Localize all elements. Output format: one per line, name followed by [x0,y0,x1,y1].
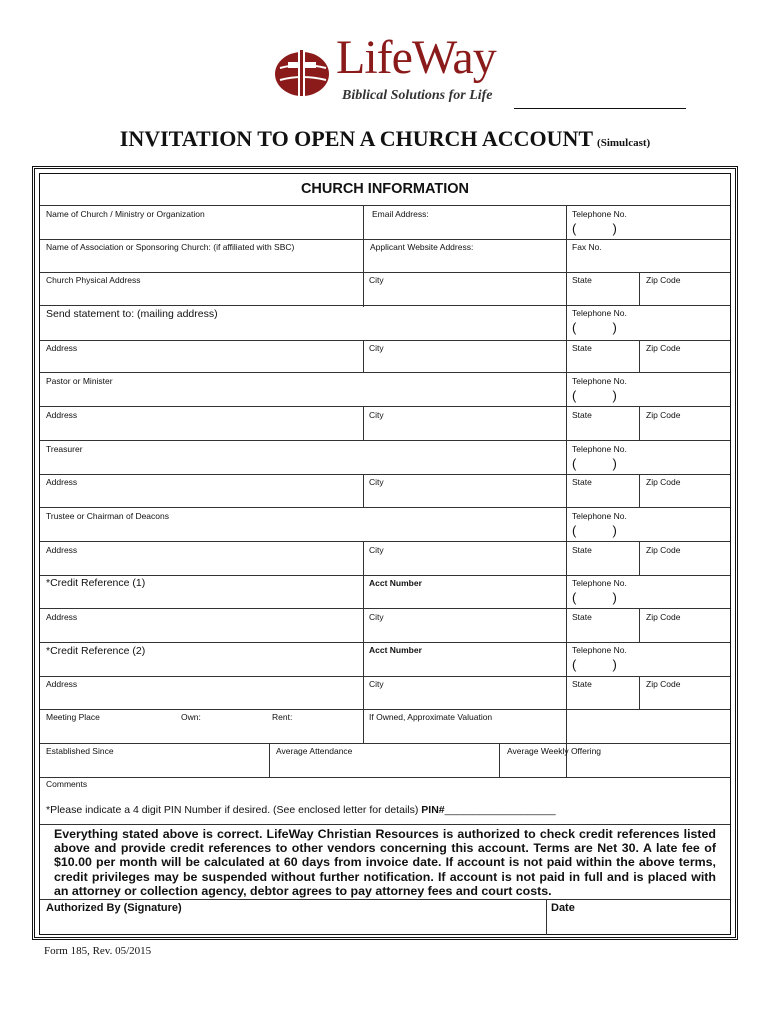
field-city[interactable]: City [369,477,384,487]
field-acct-number[interactable]: Acct Number [369,578,422,588]
column-divider [639,676,640,710]
column-divider [269,743,270,778]
pin-note-text: *Please indicate a 4 digit PIN Number if desired. (See enclosed letter for details) [46,804,422,816]
field-zip[interactable]: Zip Code [646,612,681,622]
row-divider [40,272,730,273]
area-code-parens: ( ) [572,590,617,605]
column-divider [363,575,364,609]
field-trustee[interactable]: Trustee or Chairman of Deacons [46,511,169,521]
field-meeting-place[interactable]: Meeting Place [46,712,100,722]
page-title [0,126,770,152]
field-valuation[interactable]: If Owned, Approximate Valuation [369,712,493,722]
field-zip[interactable]: Zip Code [646,679,681,689]
column-divider [639,474,640,508]
field-established[interactable]: Established Since [46,746,114,756]
field-state[interactable]: State [572,477,592,487]
area-code-parens: ( ) [572,320,617,335]
column-divider [363,340,364,373]
column-divider [363,676,364,710]
field-fax[interactable]: Fax No. [572,242,602,252]
field-address[interactable]: Address [46,545,78,555]
field-acct-number[interactable]: Acct Number [369,645,422,655]
row-divider [40,372,730,373]
brand-name: LifeWay [336,31,496,84]
field-state[interactable]: State [572,545,592,555]
column-divider [363,406,364,441]
form-number: Form 185, Rev. 05/2015 [44,945,152,957]
row-divider [40,239,730,240]
row-divider [40,340,730,341]
title-text: INVITATION TO OPEN A CHURCH ACCOUNT [119,126,594,151]
field-own[interactable]: Own: [181,712,201,722]
column-divider [566,205,567,777]
row-divider [40,824,730,825]
column-divider [639,541,640,576]
authorized-signature-field[interactable]: Authorized By (Signature) [46,902,182,914]
column-divider [499,743,500,778]
pin-note[interactable] [46,804,556,816]
column-divider [639,340,640,373]
field-telephone[interactable]: Telephone No. [572,444,627,454]
area-code-parens: ( ) [572,523,617,538]
field-attendance[interactable]: Average Attendance [276,746,353,756]
field-state[interactable]: State [572,275,592,285]
row-divider [40,205,730,206]
field-zip[interactable]: Zip Code [646,343,681,353]
row-divider [40,899,730,900]
terms-paragraph: Everything stated above is correct. LifeWay Christian Resources is authorized to check credit references listed above and provide credit references to other vendors concerning this account. Terms are Net 30. A late fee of $10.00 per month will be calculated at 60 days from invoice date. If account is not paid within the above terms, credit privileges may be suspended without further notification. If account is not paid in full and is placed with an attorney or collection agency, debtor agrees to pay attorney fees and court costs. [54,827,716,898]
lifeway-logo [272,31,532,112]
field-address[interactable]: Address [46,410,78,420]
field-zip[interactable]: Zip Code [646,275,681,285]
field-city[interactable]: City [369,275,384,285]
brand-tagline: Biblical Solutions for Life [342,88,493,103]
field-telephone[interactable]: Telephone No. [572,511,627,521]
row-divider [40,642,730,643]
area-code-parens: ( ) [572,221,617,236]
row-divider [40,575,730,576]
row-divider [40,440,730,441]
field-credit-ref-1[interactable]: *Credit Reference (1) [46,577,146,589]
field-association[interactable]: Name of Association or Sponsoring Church: (if affiliated with SBC) [46,242,295,252]
date-field[interactable]: Date [551,902,575,914]
row-divider [40,305,730,306]
row-divider [40,743,730,744]
field-city[interactable]: City [369,612,384,622]
pin-blank: ___________________ [444,804,556,816]
area-code-parens: ( ) [572,388,617,403]
header-rule [514,108,686,109]
field-address[interactable]: Address [46,477,78,487]
field-rent[interactable]: Rent: [272,712,293,722]
row-divider [40,474,730,475]
row-divider [40,406,730,407]
area-code-parens: ( ) [572,456,617,471]
field-address[interactable]: Address [46,612,78,622]
field-zip[interactable]: Zip Code [646,545,681,555]
column-divider [363,642,364,677]
field-telephone[interactable]: Telephone No. [572,308,627,318]
form-inner-border [39,173,731,935]
field-city[interactable]: City [369,545,384,555]
field-address[interactable]: Address [46,679,78,689]
row-divider [40,608,730,609]
column-divider [639,272,640,306]
column-divider [639,406,640,441]
field-pastor[interactable]: Pastor or Minister [46,376,113,386]
column-divider [363,205,364,307]
field-state[interactable]: State [572,343,592,353]
field-treasurer[interactable]: Treasurer [46,444,83,454]
field-zip[interactable]: Zip Code [646,477,681,487]
column-divider [363,541,364,576]
column-divider [546,899,547,935]
field-city[interactable]: City [369,679,384,689]
row-divider [40,676,730,677]
cross-globe-icon [272,42,334,102]
field-telephone[interactable]: Telephone No. [572,645,627,655]
row-divider [40,507,730,508]
field-website[interactable]: Applicant Website Address: [370,242,474,252]
row-divider [40,709,730,710]
field-church-name[interactable]: Name of Church / Ministry or Organization [46,209,205,219]
field-telephone[interactable]: Telephone No. [572,376,627,386]
row-divider [40,777,730,778]
field-state[interactable]: State [572,410,592,420]
field-address[interactable]: Address [46,343,78,353]
field-zip[interactable]: Zip Code [646,410,681,420]
field-comments[interactable]: Comments [46,779,88,789]
field-physical-address[interactable]: Church Physical Address [46,275,141,285]
pin-label: PIN# [421,804,445,816]
column-divider [363,608,364,643]
column-divider [639,608,640,643]
title-note: (Simulcast) [597,137,651,149]
column-divider [363,474,364,508]
field-email[interactable]: Email Address: [372,209,429,219]
field-credit-ref-2[interactable]: *Credit Reference (2) [46,645,146,657]
area-code-parens: ( ) [572,657,617,672]
field-city[interactable]: City [369,410,384,420]
field-offering[interactable]: Average Weekly Offering [507,746,602,756]
field-telephone[interactable]: Telephone No. [572,209,627,219]
section-title: CHURCH INFORMATION [300,181,470,197]
field-telephone[interactable]: Telephone No. [572,578,627,588]
field-state[interactable]: State [572,612,592,622]
field-send-statement[interactable]: Send statement to: (mailing address) [46,308,218,320]
column-divider [363,709,364,744]
field-state[interactable]: State [572,679,592,689]
field-city[interactable]: City [369,343,384,353]
row-divider [40,541,730,542]
